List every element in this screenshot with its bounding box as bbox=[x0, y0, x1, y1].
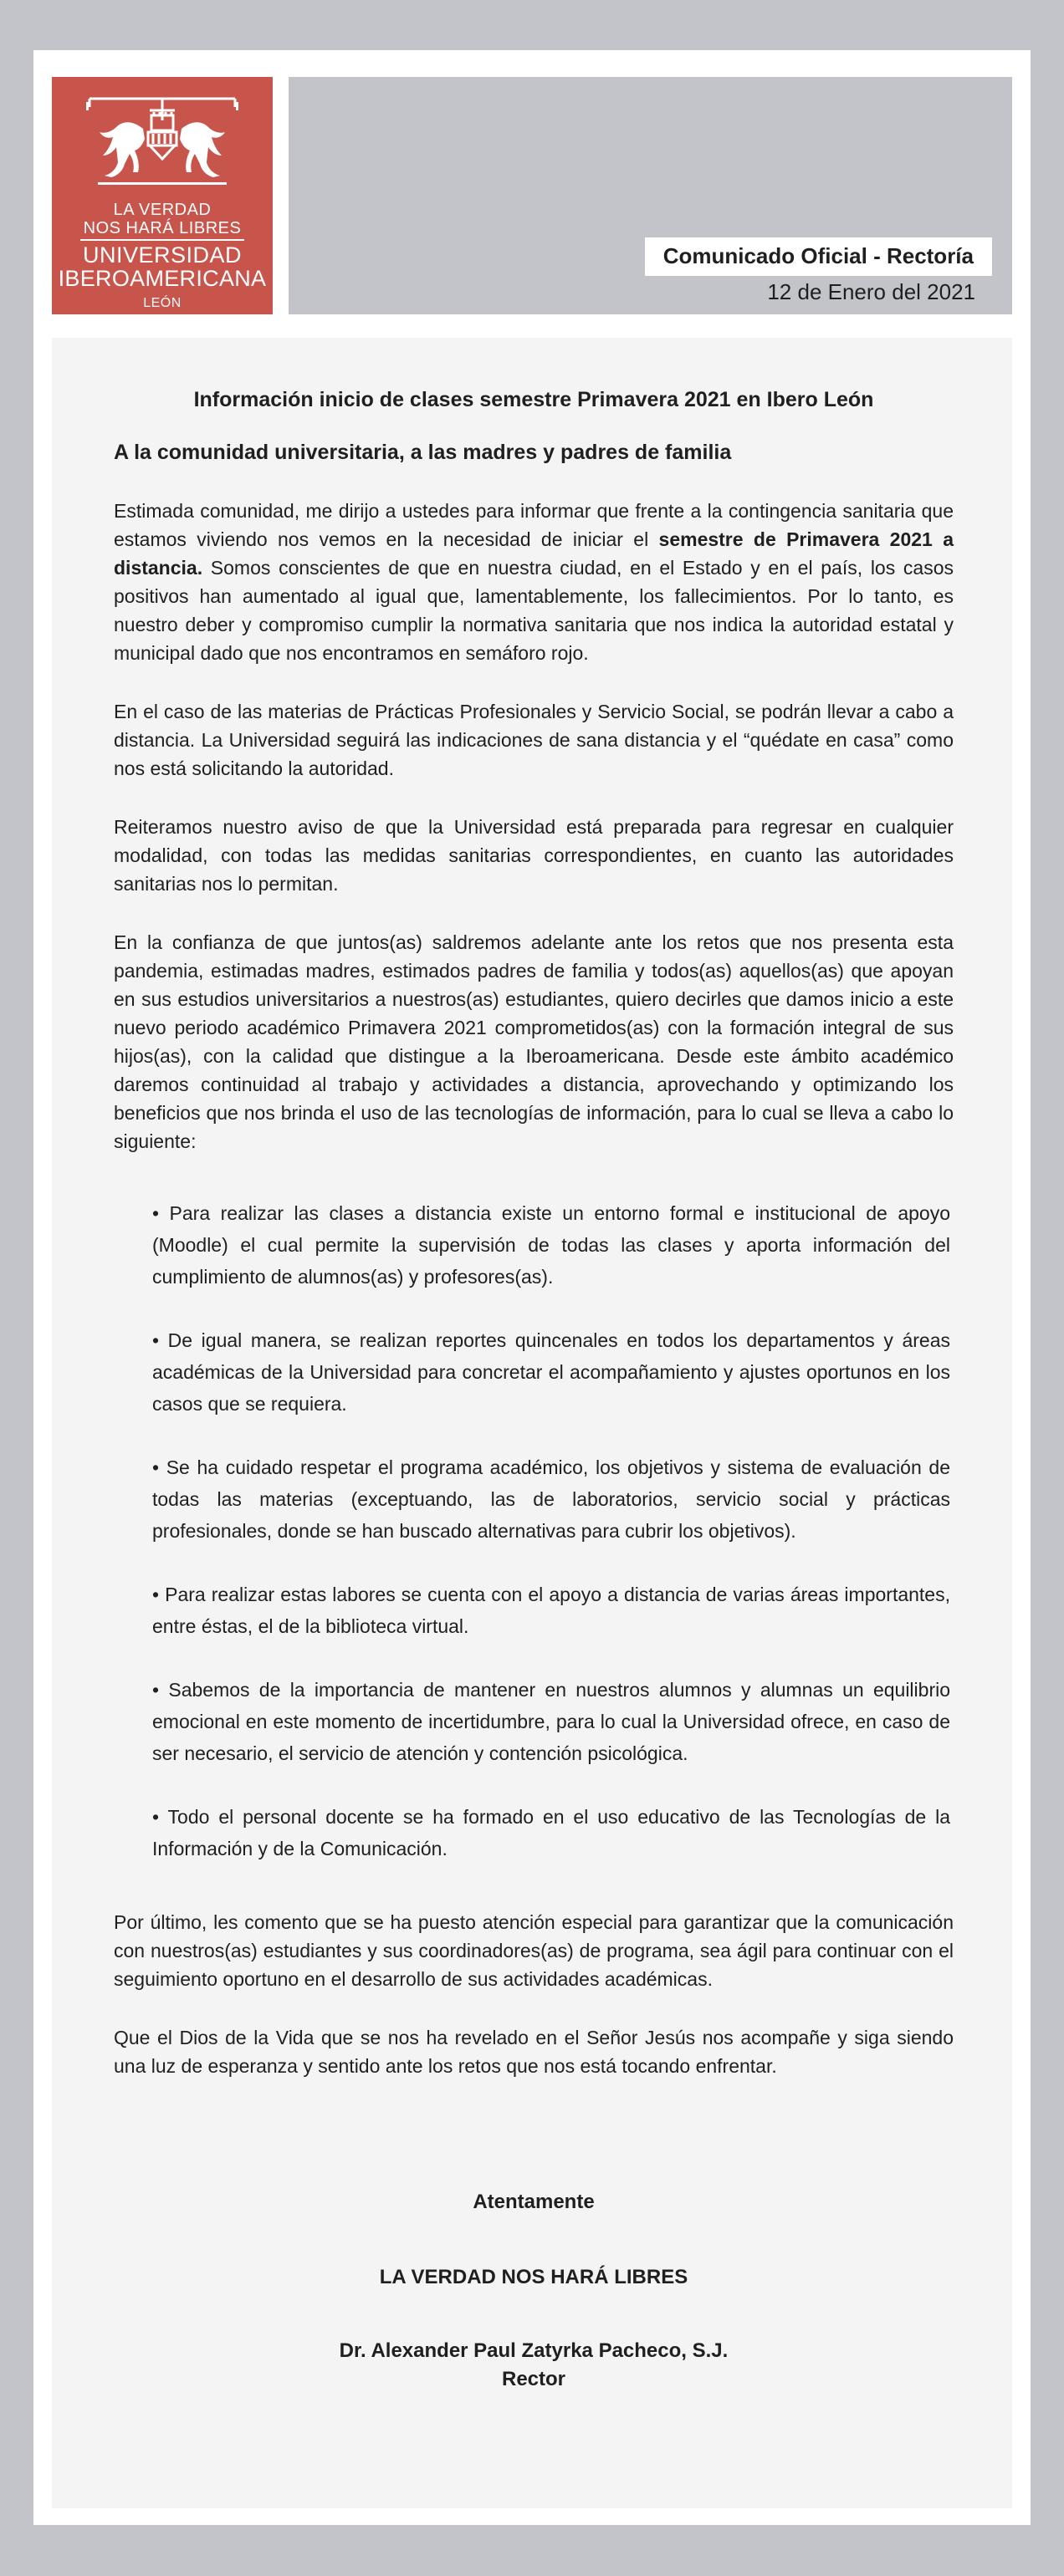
logo-divider bbox=[80, 239, 244, 241]
list-item: • Se ha cuidado respetar el programa académico, los objetivos y sistema de evaluación de todas las materias (exceptuando, las de laboratorios, servicio social y prácticas profesionales, donde se han buscado alternativas para cubrir los objetivos). bbox=[152, 1456, 950, 1542]
logo-text-line1: LA VERDAD bbox=[113, 201, 212, 219]
university-motto: LA VERDAD NOS HARÁ LIBRES bbox=[379, 2266, 688, 2288]
paragraph-5: Por último, les comento que se ha puesto atención especial para garantizar que la comunicación con nuestros(as) estudiantes y sus coordinadores(as) de programa, sea ágil para continuar con el seguimiento oportuno en el desarrollo de sus actividades académicas. bbox=[114, 1911, 954, 1990]
paragraph-4: En la confianza de que juntos(as) saldremos adelante ante los retos que nos presenta esta pandemia, estimadas madres, estimados padres de familia y todos(as) aquellos(as) que apoyan en sus estudios universitarios a nuestros(as) estudiantes, quiero decirles que damos inicio a este nuevo periodo académico Primavera 2021 comprometidos(as) con la formación integral de sus hijos(as), con la calidad que distingue a la Iberoamericana. Desde este ámbito académico daremos continuidad al trabajo y actividades a distancia, aprovechando y optimizando los beneficios que nos brinda el uso de las tecnologías de información, para lo cual se lleva a cabo lo siguiente: bbox=[114, 931, 954, 1152]
paragraph-2: En el caso de las materias de Prácticas Profesionales y Servicio Social, se podrán llevar a cabo a distancia. La Universidad seguirá las indicaciones de sana distancia y el “quédate en casa” como nos está solicitando la autoridad. bbox=[114, 701, 954, 779]
paragraph-3: Reiteramos nuestro aviso de que la Universidad está preparada para regresar en cualquier modalidad, con todas las medidas sanitarias correspondientes, en cuanto las autoridades sanitarias nos lo permitan. bbox=[114, 816, 954, 895]
logo-text-line3: UNIVERSIDAD bbox=[82, 242, 243, 268]
list-item: • Sabemos de la importancia de mantener en nuestros alumnos y alumnas un equilibrio emocional en este momento de incertidumbre, para lo cual la Universidad ofrece, en caso de ser necesario, el servicio de atención y contención psicológica. bbox=[152, 1679, 950, 1764]
university-crest-emblem-icon bbox=[83, 95, 242, 196]
communique-label: Comunicado Oficial - Rectoría bbox=[645, 237, 992, 276]
logo-text-line5: LEÓN bbox=[143, 296, 182, 310]
paragraph-1 bbox=[114, 497, 954, 667]
list-item: • Para realizar estas labores se cuenta con el apoyo a distancia de varias áreas importantes, entre éstas, el de la biblioteca virtual. bbox=[152, 1584, 950, 1637]
measures-list bbox=[114, 1197, 954, 1864]
list-item: • De igual manera, se realizan reportes quincenales en todos los departamentos y áreas académicas de la Universidad para concretar el acompañamiento y ajustes oportunos en los casos que se requiera. bbox=[152, 1329, 950, 1415]
paragraph-6: Que el Dios de la Vida que se nos ha revelado en el Señor Jesús nos acompañe y siga siendo una luz de esperanza y sentido ante los retos que nos está tocando enfrentar. bbox=[114, 2027, 954, 2077]
paragraph-1-text-b: Somos conscientes de que en nuestra ciudad, en el Estado y en el país, los casos positivos han aumentado al igual que, lamentablemente, los fallecimientos. Por lo tanto, es nuestro deber y compromiso cumplir la normativa sanitaria que nos indica la autoridad estatal y municipal dado que nos encontramos en semáforo rojo. bbox=[114, 557, 954, 664]
logo-text-line4: IBEROAMERICANA bbox=[58, 266, 267, 291]
communique-date: 12 de Enero del 2021 bbox=[767, 279, 975, 304]
closing-greeting: Atentamente bbox=[473, 2191, 595, 2213]
letter-title: Información inicio de clases semestre Primavera 2021 en Ibero León bbox=[193, 388, 874, 411]
logo-text-line2: NOS HARÁ LIBRES bbox=[83, 219, 242, 237]
letter-salutation: A la comunidad universitaria, a las madres y padres de familia bbox=[114, 441, 732, 464]
list-item: • Para realizar las clases a distancia existe un entorno formal e institucional de apoyo (Moodle) el cual permite la supervisión de todas las clases y aporta información del cumplimiento de alumnos(as) y profesores(as). bbox=[152, 1202, 950, 1288]
paragraph-1-bold: semestre de Primavera 2021 a distancia. bbox=[114, 528, 954, 579]
header-banner bbox=[289, 77, 1012, 314]
page-frame bbox=[33, 50, 1031, 2525]
list-item: • Todo el personal docente se ha formado en el uso educativo de las Tecnologías de la Información y de la Comunicación. bbox=[152, 1806, 950, 1859]
paragraph-1-text-a: Estimada comunidad, me dirijo a ustedes para informar que frente a la contingencia sanitaria que estamos viviendo nos vemos en la necesidad de iniciar el bbox=[114, 500, 954, 550]
signer-role: Rector bbox=[501, 2368, 566, 2390]
letter-body bbox=[52, 338, 1012, 2508]
signer-name: Dr. Alexander Paul Zatyrka Pacheco, S.J. bbox=[339, 2339, 729, 2362]
university-logo bbox=[52, 77, 273, 314]
